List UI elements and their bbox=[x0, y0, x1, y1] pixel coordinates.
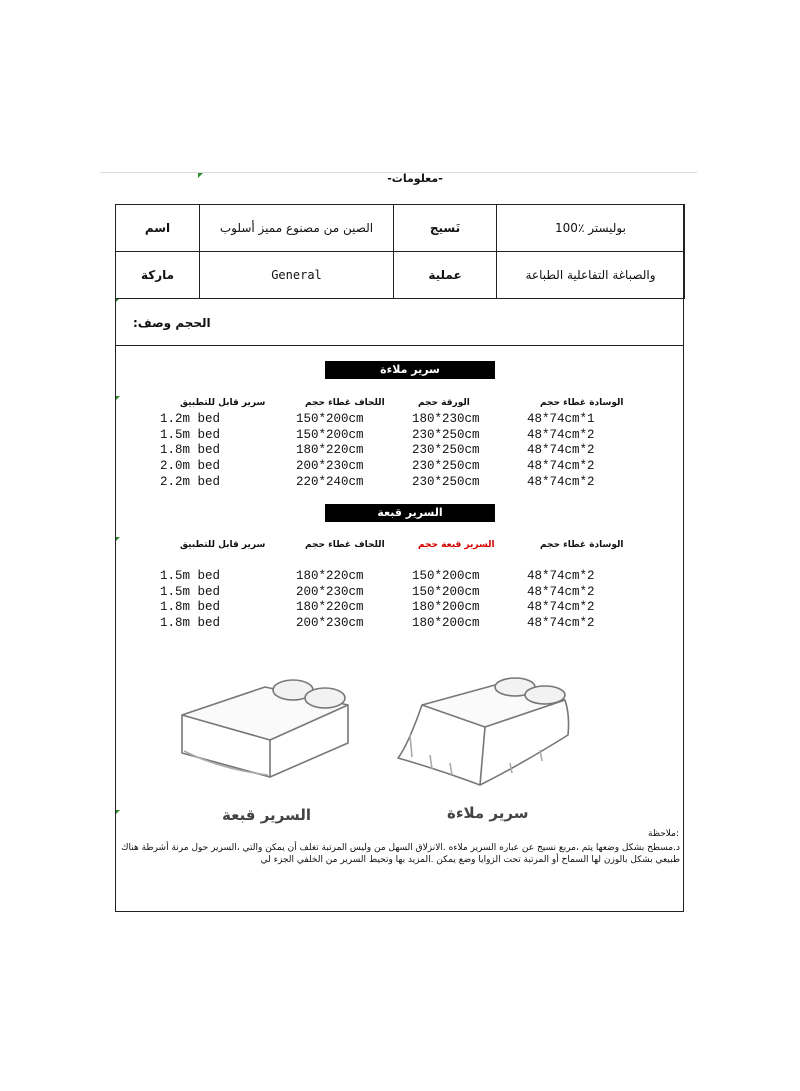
fabric-value: بوليستر ٪100 bbox=[497, 205, 685, 252]
brand-label: ماركة bbox=[116, 252, 200, 299]
bed-size-cell: 1.8m bed bbox=[160, 616, 221, 631]
pillowcase-size-cell: 48*74cm*2 bbox=[527, 569, 595, 583]
size-description-label: الحجم وصف: bbox=[133, 316, 211, 330]
flat-sheet-caption: سرير ملاءة bbox=[447, 804, 529, 822]
pillowcase-size-cell: 48*74cm*2 bbox=[527, 474, 595, 489]
quilt-size-cell: 200*230cm bbox=[296, 616, 364, 631]
sheet-size-cell: 230*250cm bbox=[412, 459, 480, 474]
page-title: -معلومات- bbox=[387, 172, 443, 185]
process-value: والصباغة التفاعلية الطباعة bbox=[497, 252, 685, 299]
fitted-size-header: السرير قبعة حجم bbox=[418, 540, 495, 550]
quilt-size-cell: 180*220cm bbox=[296, 569, 364, 583]
fitted-bed-drawing bbox=[182, 680, 348, 777]
quilt-size-cell: 180*220cm bbox=[296, 443, 364, 458]
sheet-size-cell: 230*250cm bbox=[412, 427, 480, 442]
quilt-size-cell: 150*200cm bbox=[296, 412, 364, 426]
quilt-size-cell: 150*200cm bbox=[296, 427, 364, 442]
green-mark bbox=[198, 173, 203, 178]
name-label: اسم bbox=[116, 205, 200, 252]
quilt-size-cell: 200*230cm bbox=[296, 459, 364, 474]
pillowcase-size-cell: 48*74cm*2 bbox=[527, 427, 595, 442]
bed-size-cell: 1.8m bed bbox=[160, 443, 221, 458]
flat-sheet-title: سرير ملاءة bbox=[325, 361, 495, 379]
note-text: د.مسطح بشكل وضعها يتم ،مربع نسيج عن عباره السرير ملاءه .الانزلاق السهل من وليس المرتبة تغلف أن يمكن والتي ،السرير حول مرنة أشرطة هناك طبيعي بشكل بالوزن لها السماح أو المرتبة تحت الزوايا وضع يمكن .المزيد بها وتحيط السرير من الخلفي الجزء لي bbox=[121, 843, 680, 865]
fitted-sheet-title: السرير قبعة bbox=[325, 504, 495, 522]
pillowcase-size-cell: 48*74cm*2 bbox=[527, 443, 595, 458]
quilt-size-cell: 220*240cm bbox=[296, 474, 364, 489]
sheet-size-header: الورقة حجم bbox=[418, 398, 470, 408]
pillowcase-size-cell: 48*74cm*2 bbox=[527, 616, 595, 631]
pillowcase-size-cell: 48*74cm*2 bbox=[527, 584, 595, 599]
quilt-size-cell: 200*230cm bbox=[296, 584, 364, 599]
sheet-size-cell: 180*230cm bbox=[412, 412, 480, 426]
quilt-size-header: اللحاف غطاء حجم bbox=[305, 540, 385, 550]
brand-value: General bbox=[200, 252, 394, 299]
sheet-size-cell: 230*250cm bbox=[412, 474, 480, 489]
bed-size-cell: 2.0m bed bbox=[160, 459, 221, 474]
pillowcase-size-cell: 48*74cm*2 bbox=[527, 600, 595, 615]
name-value: الصين من مصنوع مميز أسلوب bbox=[200, 205, 394, 252]
bed-size-cell: 1.8m bed bbox=[160, 600, 221, 615]
fitted-sheet-caption: السرير قبعة bbox=[222, 806, 312, 824]
process-label: عملية bbox=[394, 252, 497, 299]
pillowcase-size-header: الوسادة غطاء حجم bbox=[540, 398, 624, 408]
pillowcase-size-cell: 48*74cm*1 bbox=[527, 412, 595, 426]
sheet-size-cell: 230*250cm bbox=[412, 443, 480, 458]
quilt-size-cell: 180*220cm bbox=[296, 600, 364, 615]
bed-size-cell: 1.5m bed bbox=[160, 569, 221, 583]
size-description-row bbox=[115, 298, 684, 346]
pillowcase-size-cell: 48*74cm*2 bbox=[527, 459, 595, 474]
bed-size-cell: 1.5m bed bbox=[160, 427, 221, 442]
sheet-size-cell: 180*200cm bbox=[412, 616, 480, 631]
table-row bbox=[116, 205, 685, 252]
flat-bed-drawing bbox=[398, 678, 569, 785]
sheet-size-cell: 180*200cm bbox=[412, 600, 480, 615]
sheet-size-cell: 150*200cm bbox=[412, 584, 480, 599]
bed-size-cell: 1.2m bed bbox=[160, 412, 221, 426]
bed-size-cell: 1.5m bed bbox=[160, 584, 221, 599]
info-table bbox=[115, 204, 685, 299]
bed-illustrations bbox=[160, 665, 590, 790]
table-row bbox=[116, 252, 685, 299]
fabric-label: نَسيج bbox=[394, 205, 497, 252]
sheet-size-cell: 150*200cm bbox=[412, 569, 480, 583]
bed-size-header: سرير قابل للتطبيق bbox=[180, 398, 266, 408]
bed-size-cell: 2.2m bed bbox=[160, 474, 221, 489]
note-title: ملاحظة: bbox=[648, 829, 680, 839]
bed-size-header: سرير قابل للتطبيق bbox=[180, 540, 266, 550]
quilt-size-header: اللحاف غطاء حجم bbox=[305, 398, 385, 408]
pillowcase-size-header: الوسادة غطاء حجم bbox=[540, 540, 624, 550]
